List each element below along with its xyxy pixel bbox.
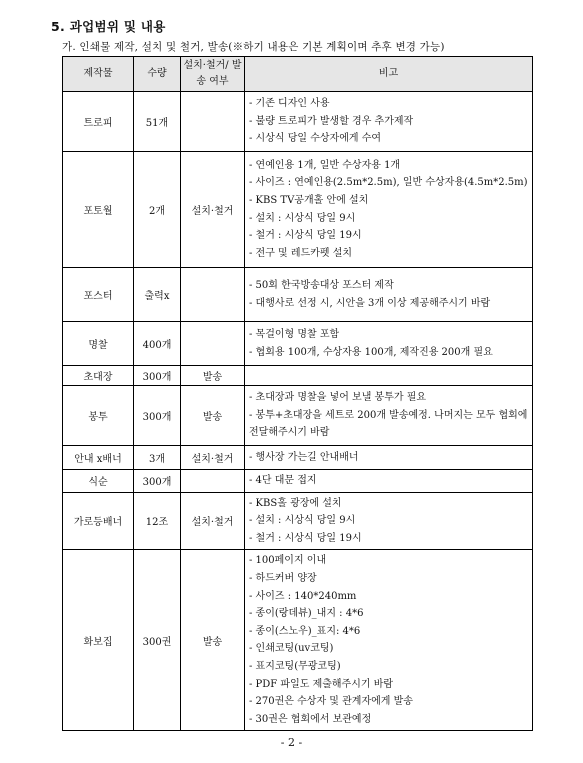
table-row [63, 550, 533, 731]
table-row [63, 470, 533, 493]
notes-cell [245, 92, 533, 152]
section-subtitle: 가. 인쇄물 제작, 설치 및 철거, 발송(※하기 내용은 기본 계획이며 추후 변경 가능) [62, 41, 445, 53]
notes-cell [245, 386, 533, 446]
table-row [63, 268, 533, 322]
note-line: - 목걸이형 명찰 포함 [249, 328, 340, 340]
install-cell: 발송 [181, 386, 245, 446]
qty-cell: 12조 [134, 492, 181, 550]
notes-cell [245, 550, 533, 731]
note-line: - 30권은 협회에서 보관예정 [249, 713, 372, 725]
header-notes: 비고 [245, 57, 533, 92]
qty-cell: 400개 [134, 322, 181, 366]
note-line: - 50회 한국방송대상 포스터 제작 [249, 279, 394, 291]
note-line: - 표지코팅(무광코팅) [249, 660, 341, 672]
note-line: - 인쇄코팅(uv코팅) [249, 643, 334, 655]
notes-cell [245, 492, 533, 550]
notes-cell [245, 268, 533, 322]
install-cell [181, 92, 245, 152]
table-row [63, 152, 533, 268]
install-cell [181, 470, 245, 493]
note-line: - 연예인용 1개, 일반 수상자용 1개 [249, 159, 401, 171]
table-row [63, 446, 533, 470]
table-row [63, 366, 533, 386]
qty-cell: 51개 [134, 92, 181, 152]
note-line: - 종이(랑데뷰)_내지 : 4*6 [249, 608, 364, 620]
note-line: - KBS TV공개홀 안에 설치 [249, 194, 369, 206]
note-line: - 사이즈 : 연예인용(2.5m*2.5m), 일반 수상자용(4.5m*2.5m) [249, 177, 528, 189]
note-line: - 하드커버 양장 [249, 572, 317, 584]
table-row [63, 322, 533, 366]
note-line: - 설치 : 시상식 당일 9시 [249, 515, 356, 527]
notes-cell [245, 322, 533, 366]
qty-cell: 300개 [134, 366, 181, 386]
item-cell: 식순 [63, 470, 134, 493]
qty-cell: 출력x [134, 268, 181, 322]
note-line: - 기존 디자인 사용 [249, 98, 330, 110]
notes-cell [245, 470, 533, 493]
note-line: - PDF 파일도 제출해주시기 바람 [249, 678, 394, 690]
note-line: - 종이(스노우)_표지: 4*6 [249, 625, 361, 637]
header-item: 제작물 [63, 57, 134, 92]
qty-cell: 300개 [134, 386, 181, 446]
notes-cell [245, 152, 533, 268]
table-row [63, 92, 533, 152]
note-line: - 철거 : 시상식 당일 19시 [249, 230, 362, 242]
item-cell: 명찰 [63, 322, 134, 366]
note-line: - 100페이지 이내 [249, 555, 327, 567]
qty-cell: 300개 [134, 470, 181, 493]
note-line: - 대행사로 선정 시, 시안을 3개 이상 제공해주시기 바람 [249, 297, 491, 309]
header-install [181, 57, 245, 92]
note-line: - 행사장 가는길 안내배너 [249, 451, 359, 463]
note-line: - 협회용 100개, 수상자용 100개, 제작진용 200개 필요 [249, 346, 493, 358]
note-line: - 사이즈 : 140*240mm [249, 590, 357, 602]
table-body [63, 92, 533, 731]
header-install-label: 설치·철거/ 발송 여부 [183, 60, 242, 87]
header-qty: 수량 [134, 57, 181, 92]
page-number: - 2 - [280, 736, 303, 749]
install-cell: 발송 [181, 550, 245, 731]
note-line: - 전구 및 레드카펫 설치 [249, 247, 353, 259]
item-cell: 안내 x배너 [63, 446, 134, 470]
note-line: - KBS홀 광장에 설치 [249, 497, 342, 509]
install-cell [181, 268, 245, 322]
table-row [63, 386, 533, 446]
install-cell: 설치·철거 [181, 446, 245, 470]
install-cell: 설치·철거 [181, 492, 245, 550]
note-line: - 설치 : 시상식 당일 9시 [249, 212, 356, 224]
install-cell: 설치·철거 [181, 152, 245, 268]
item-cell: 포토월 [63, 152, 134, 268]
note-line: - 시상식 당일 수상자에게 수여 [249, 133, 382, 145]
section-title: 5. 과업범위 및 내용 [51, 19, 166, 34]
note-line: - 초대장과 명찰을 넣어 보낼 봉투가 필요 [249, 392, 427, 404]
production-table [62, 56, 533, 731]
notes-cell [245, 366, 533, 386]
table-row [63, 492, 533, 550]
install-cell [181, 322, 245, 366]
note-line: - 봉투+초대장을 세트로 200개 발송예정. 나머지는 모두 협회에 전달해주시기 바람 [249, 409, 528, 439]
note-line: - 4단 대문 접지 [249, 475, 317, 486]
note-line: - 270권은 수상자 및 관계자에게 발송 [249, 696, 413, 708]
qty-cell: 2개 [134, 152, 181, 268]
item-cell: 포스터 [63, 268, 134, 322]
item-cell: 가로등배너 [63, 492, 134, 550]
install-cell: 발송 [181, 366, 245, 386]
item-cell: 화보집 [63, 550, 134, 731]
item-cell: 봉투 [63, 386, 134, 446]
note-line: - 불량 트로피가 발생할 경우 추가제작 [249, 115, 414, 127]
qty-cell: 3개 [134, 446, 181, 470]
item-cell: 초대장 [63, 366, 134, 386]
qty-cell: 300권 [134, 550, 181, 731]
notes-cell [245, 446, 533, 470]
note-line: - 철거 : 시상식 당일 19시 [249, 532, 362, 544]
item-cell: 트로피 [63, 92, 134, 152]
